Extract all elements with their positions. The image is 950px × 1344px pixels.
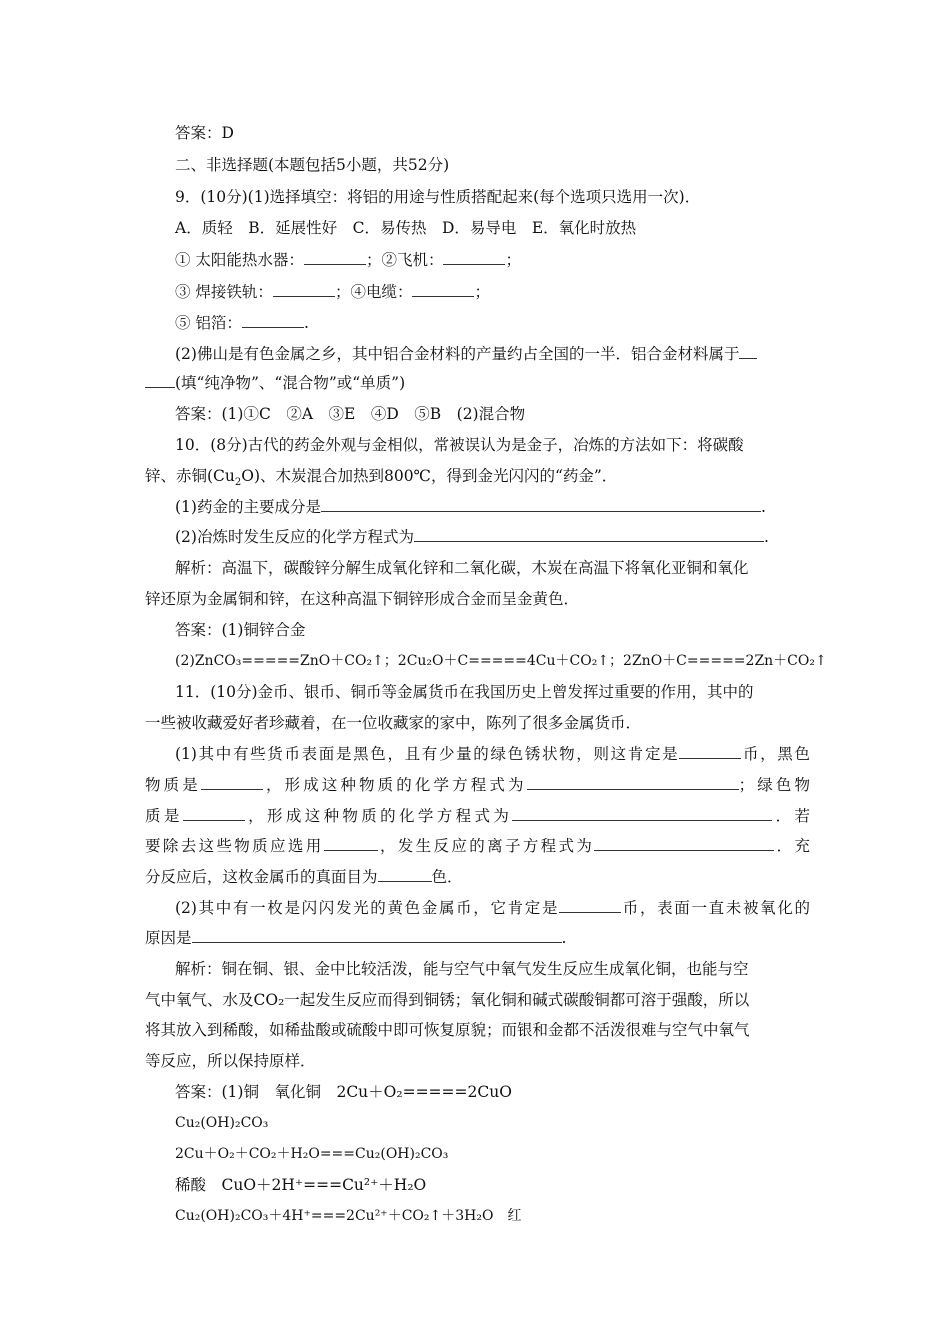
q11-part1-line4: 要除去这些物质应选用 ，发生反应的离子方程式为 ．充 — [145, 837, 810, 855]
answer-blank — [443, 250, 505, 265]
answer-blank — [527, 775, 739, 790]
answer-10-part1: 答案：(1)铜锌合金 — [175, 621, 306, 639]
q11-stem: 11．(10分)金币、银币、铜币等金属货币在我国历史上曾发挥过重要的作用，其中的 — [175, 683, 754, 701]
q9-part2: (2)佛山是有色金属之乡，其中铝合金材料的产量约占全国的一半．铝合金材料属于 — [175, 344, 810, 364]
q11-analysis-line2: 气中氧气、水及CO₂一起发生反应而得到铜锈；氧化铜和碱式碳酸铜都可溶于强酸，所以 — [145, 991, 750, 1009]
answer-blank — [414, 527, 764, 542]
q11-part2-line1: (2)其中有一枚是闪闪发光的黄色金属币，它肯定是 币，表面一直未被氧化的 — [175, 899, 810, 917]
answer-blank — [324, 836, 378, 851]
answer-11-line1: 答案：(1)铜 氧化铜 2Cu＋O₂=====2CuO — [175, 1083, 512, 1101]
q11-part1-line5: 分反应后，这枚金属币的真面目为 色． — [145, 868, 463, 886]
answer-blank — [412, 282, 474, 297]
q11-part1-line3: 质是 ，形成这种物质的化学方程式为 ．若 — [145, 807, 810, 825]
answer-blank — [192, 928, 562, 943]
q11-analysis-line1: 解析：铜在铜、银、金中比较活泼，能与空气中氧气发生反应生成氧化铜，也能与空 — [175, 960, 749, 978]
answer-blank — [739, 344, 757, 359]
q9-label-1: ① 太阳能热水器： — [175, 251, 304, 269]
answer-blank — [559, 898, 621, 913]
q9-label-4: ；④电缆： — [334, 283, 413, 301]
answer-blank — [304, 250, 366, 265]
answer-8: 答案：D — [175, 124, 234, 142]
answer-blank — [201, 775, 263, 790]
answer-11-line5: Cu₂(OH)₂CO₃＋4H⁺===2Cu²⁺＋CO₂↑＋3H₂O 红 — [175, 1208, 522, 1224]
answer-11-line3: 2Cu＋O₂＋CO₂＋H₂O===Cu₂(OH)₂CO₃ — [175, 1146, 449, 1162]
q9-label-3: ③ 焊接铁轨： — [175, 283, 273, 301]
answer-blank — [594, 836, 774, 851]
answer-11-line2: Cu₂(OH)₂CO₃ — [175, 1115, 269, 1131]
q11-part2-line2: 原因是 . — [145, 929, 567, 947]
q10-stem: 10．(8分)古代的药金外观与金相似，常被误认为是金子，冶炼的方法如下：将碳酸 — [175, 436, 744, 454]
q11-stem-cont: 一些被收藏爱好者珍藏着，在一位收藏家的家中，陈列了很多金属货币． — [145, 714, 642, 732]
answer-blank — [145, 373, 175, 388]
answer-blank — [378, 867, 432, 882]
answer-blank — [273, 282, 335, 297]
q9-item-5: ⑤ 铝箔： . — [175, 314, 309, 332]
q10-analysis: 解析：高温下，碳酸锌分解生成氧化锌和二氧化碳，木炭在高温下将氧化亚铜和氧化 — [175, 559, 749, 577]
q11-part1-line1: (1)其中有些货币表面是黑色，且有少量的绿色锈状物，则这肯定是 币，黑色 — [175, 745, 810, 763]
q11-analysis-line3: 将其放入到稀酸，如稀盐酸或硫酸中即可恢复原貌；而银和金都不活泼很难与空气中氧气 — [145, 1021, 750, 1039]
q11-part1-line2: 物质是 ，形成这种物质的化学方程式为 ；绿色物 — [145, 776, 810, 794]
q9-part2-cont: (填“纯净物”、“混合物”或“单质”) — [145, 373, 810, 393]
answer-blank — [679, 744, 741, 759]
q9-item-3-4: ③ 焊接铁轨： ；④电缆： ； — [175, 283, 490, 301]
answer-blank — [242, 313, 304, 328]
answer-9: 答案：(1)①C ②A ③E ④D ⑤B (2)混合物 — [175, 405, 526, 423]
answer-blank — [321, 497, 761, 512]
q10-analysis-cont: 锌还原为金属铜和锌，在这种高温下铜锌形成合金而呈金黄色． — [145, 590, 580, 608]
section-heading: 二、非选择题(本题包括5小题，共52分) — [175, 156, 450, 174]
q9-options: A．质轻 B．延展性好 C．易传热 D．易导电 E．氧化时放热 — [175, 219, 637, 237]
answer-blank — [183, 806, 245, 821]
q10-part1: (1)药金的主要成分是 . — [175, 498, 766, 516]
answer-11-line4: 稀酸 CuO＋2H⁺===Cu²⁺＋H₂O — [175, 1176, 427, 1194]
q9-label-2: ；②飞机： — [365, 251, 444, 269]
answer-blank — [512, 806, 772, 821]
q10-stem-cont: 锌、赤铜$(Cu_2O)$、木炭混合加热到800℃，得到金光闪闪的“药金”． — [145, 467, 618, 489]
answer-10-equations: (2)ZnCO₃=====ZnO＋CO₂↑；2Cu₂O＋C=====4Cu＋CO₂↑；2ZnO＋C=====2Zn＋CO₂↑ — [175, 653, 827, 669]
q11-analysis-line4: 等反应，所以保持原样． — [145, 1052, 316, 1070]
q9-stem: 9．(10分)(1)选择填空：将铝的用途与性质搭配起来(每个选项只选用一次)． — [175, 188, 701, 206]
q9-item-1-2: ① 太阳能热水器： ；②飞机： ； — [175, 251, 521, 269]
q10-part2: (2)冶炼时发生反应的化学方程式为 . — [175, 528, 769, 546]
q9-label-5: ⑤ 铝箔： — [175, 314, 242, 332]
